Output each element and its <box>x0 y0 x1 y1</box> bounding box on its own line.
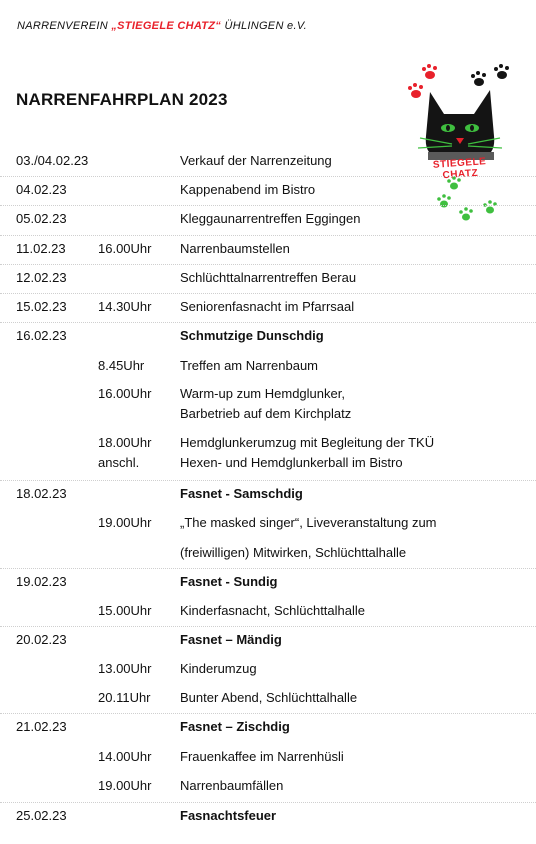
schedule-date: 11.02.23 <box>16 241 66 256</box>
black-pawprint-icon <box>471 64 509 86</box>
red-pawprint-icon <box>408 64 437 98</box>
schedule-date: 03./04.02.23 <box>16 153 89 168</box>
schedule-event: Schmutzige Dunschdig <box>180 328 324 343</box>
schedule-date: 21.02.23 <box>16 719 67 734</box>
row-divider <box>0 205 536 206</box>
schedule-event: Kinderfasnacht, Schlüchttalhalle <box>180 603 366 618</box>
schedule-event: Kappenabend im Bistro <box>180 182 316 197</box>
page-title: NARRENFAHRPLAN 2023 <box>16 90 228 109</box>
schedule-time: 14.30Uhr <box>98 299 152 314</box>
schedule-event: Seniorenfasnacht im Pfarrsaal <box>180 299 355 314</box>
schedule-time: 19.00Uhr <box>98 778 152 793</box>
schedule-event: Frauenkaffee im Narrenhüsli <box>180 749 344 764</box>
schedule-event: Kleggaunarrentreffen Eggingen <box>180 211 361 226</box>
row-divider <box>0 568 536 569</box>
schedule-event: (freiwilligen) Mitwirken, Schlüchttalhalle <box>180 545 407 560</box>
schedule-date: 04.02.23 <box>16 182 67 197</box>
row-divider <box>0 264 536 265</box>
schedule-date: 12.02.23 <box>16 270 67 285</box>
schedule-time: 15.00Uhr <box>98 603 152 618</box>
schedule-event: Hexen- und Hemdglunkerball im Bistro <box>180 455 403 470</box>
schedule-event: Fasnet – Zischdig <box>180 719 290 734</box>
schedule-event: Fasnachtsfeuer <box>180 808 277 823</box>
club-name-line <box>17 20 307 32</box>
schedule-event: Barbetrieb auf dem Kirchplatz <box>180 406 352 421</box>
schedule-date: 25.02.23 <box>16 808 67 823</box>
schedule-event: „The masked singer“, Liveveranstaltung zum <box>180 515 437 530</box>
schedule-event: Fasnet – Mändig <box>180 632 282 647</box>
schedule-date: 05.02.23 <box>16 211 67 226</box>
schedule-event: Hemdglunkerumzug mit Begleitung der TKÜ <box>180 435 435 450</box>
schedule-time: 16.00Uhr <box>98 386 152 401</box>
schedule-event: Kinderumzug <box>180 661 257 676</box>
schedule-time: 19.00Uhr <box>98 515 152 530</box>
schedule-event: Fasnet - Sundig <box>180 574 278 589</box>
schedule-event: Bunter Abend, Schlüchttalhalle <box>180 690 358 705</box>
schedule-date: 20.02.23 <box>16 632 67 647</box>
schedule-event: Narrenbaumfällen <box>180 778 284 793</box>
row-divider <box>0 713 536 714</box>
schedule-time: 20.11Uhr <box>98 690 151 705</box>
schedule-time: anschl. <box>98 455 140 470</box>
schedule-event: Warm-up zum Hemdglunker, <box>180 386 345 401</box>
schedule-time: 16.00Uhr <box>98 241 152 256</box>
club-prefix: NARRENVEREIN <box>17 20 112 32</box>
row-divider <box>0 802 536 803</box>
schedule-event: Narrenbaumstellen <box>180 241 290 256</box>
schedule-event: Schlüchttalnarrentreffen Berau <box>180 270 357 285</box>
row-divider <box>0 322 536 323</box>
logo-text: STIEGELE CHATZ <box>432 156 487 182</box>
schedule-time: 14.00Uhr <box>98 749 152 764</box>
schedule-date: 19.02.23 <box>16 574 67 589</box>
schedule-event: Treffen am Narrenbaum <box>180 358 319 373</box>
row-divider <box>0 293 536 294</box>
schedule-date: 15.02.23 <box>16 299 67 314</box>
club-name: „STIEGELE CHATZ“ <box>111 20 222 32</box>
schedule-time: 8.45Uhr <box>98 358 145 373</box>
row-divider <box>0 235 536 236</box>
club-suffix: ÜHLINGEN e.V. <box>221 20 307 32</box>
schedule-time: 13.00Uhr <box>98 661 152 676</box>
schedule-date: 18.02.23 <box>16 486 67 501</box>
schedule-date: 16.02.23 <box>16 328 67 343</box>
schedule-time: 18.00Uhr <box>98 435 152 450</box>
row-divider <box>0 480 536 481</box>
schedule-event: Verkauf der Narrenzeitung <box>180 153 332 168</box>
row-divider <box>0 626 536 627</box>
row-divider <box>0 176 536 177</box>
schedule-event: Fasnet - Samschdig <box>180 486 303 501</box>
